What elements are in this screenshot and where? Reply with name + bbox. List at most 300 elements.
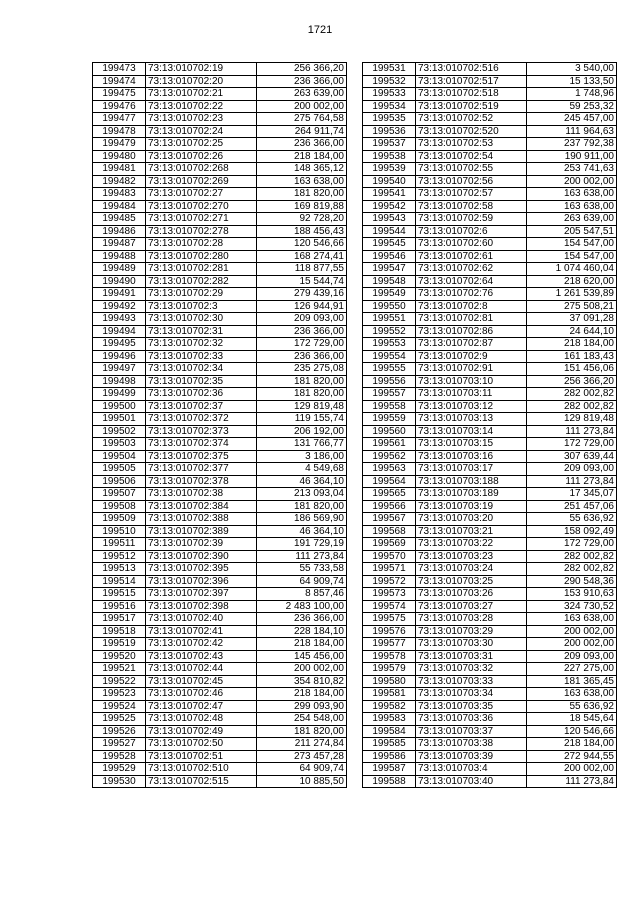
cadastral-value: 181 820,00: [257, 188, 347, 201]
cadastral-value: 181 820,00: [257, 388, 347, 401]
cadastral-value: 200 002,00: [527, 175, 617, 188]
row-number: 199519: [93, 638, 146, 651]
table-row: [363, 188, 617, 201]
table-row: [93, 175, 347, 188]
cadastral-value: 275 508,21: [527, 300, 617, 313]
cadastral-number: 73:13:010703:16: [416, 450, 527, 463]
table-row: [93, 63, 347, 76]
cadastral-number: 73:13:010702:47: [146, 700, 257, 713]
cadastral-number: 73:13:010702:280: [146, 250, 257, 263]
cadastral-number: 73:13:010703:19: [416, 500, 527, 513]
table-row: [93, 475, 347, 488]
cadastral-value: 4 549,68: [257, 463, 347, 476]
cadastral-number: 73:13:010702:60: [416, 238, 527, 251]
cadastral-number: 73:13:010702:281: [146, 263, 257, 276]
cadastral-number: 73:13:010703:40: [416, 775, 527, 788]
right-register-table: [362, 62, 617, 788]
table-row: [93, 638, 347, 651]
cadastral-value: 46 364,10: [257, 475, 347, 488]
row-number: 199480: [93, 150, 146, 163]
cadastral-number: 73:13:010702:34: [146, 363, 257, 376]
cadastral-value: 254 548,00: [257, 713, 347, 726]
cadastral-value: 18 545,64: [527, 713, 617, 726]
cadastral-number: 73:13:010702:32: [146, 338, 257, 351]
row-number: 199521: [93, 663, 146, 676]
table-row: [93, 250, 347, 263]
row-number: 199500: [93, 400, 146, 413]
cadastral-value: 111 273,84: [527, 775, 617, 788]
row-number: 199543: [363, 213, 416, 226]
cadastral-number: 73:13:010702:22: [146, 100, 257, 113]
row-number: 199579: [363, 663, 416, 676]
cadastral-number: 73:13:010702:373: [146, 425, 257, 438]
cadastral-number: 73:13:010702:384: [146, 500, 257, 513]
table-row: [363, 225, 617, 238]
row-number: 199476: [93, 100, 146, 113]
table-row: [93, 550, 347, 563]
cadastral-number: 73:13:010702:375: [146, 450, 257, 463]
table-row: [93, 438, 347, 451]
table-row: [93, 688, 347, 701]
cadastral-value: 200 002,00: [257, 663, 347, 676]
cadastral-value: 206 192,00: [257, 425, 347, 438]
cadastral-number: 73:13:010702:398: [146, 600, 257, 613]
table-row: [363, 638, 617, 651]
cadastral-number: 73:13:010702:62: [416, 263, 527, 276]
cadastral-number: 73:13:010703:25: [416, 575, 527, 588]
cadastral-value: 282 002,82: [527, 400, 617, 413]
row-number: 199587: [363, 763, 416, 776]
cadastral-value: 218 184,00: [257, 150, 347, 163]
cadastral-value: 111 273,84: [257, 550, 347, 563]
table-row: [93, 275, 347, 288]
cadastral-value: 218 620,00: [527, 275, 617, 288]
cadastral-value: 3 540,00: [527, 63, 617, 76]
cadastral-value: 209 093,00: [527, 650, 617, 663]
cadastral-value: 2 483 100,00: [257, 600, 347, 613]
table-row: [363, 563, 617, 576]
row-number: 199583: [363, 713, 416, 726]
row-number: 199580: [363, 675, 416, 688]
table-row: [363, 538, 617, 551]
cadastral-number: 73:13:010702:388: [146, 513, 257, 526]
cadastral-value: 120 546,66: [257, 238, 347, 251]
table-row: [93, 513, 347, 526]
row-number: 199551: [363, 313, 416, 326]
table-row: [93, 600, 347, 613]
cadastral-number: 73:13:010703:21: [416, 525, 527, 538]
cadastral-number: 73:13:010702:35: [146, 375, 257, 388]
cadastral-number: 73:13:010703:11: [416, 388, 527, 401]
cadastral-number: 73:13:010703:26: [416, 588, 527, 601]
cadastral-value: 245 457,00: [527, 113, 617, 126]
table-row: [93, 138, 347, 151]
cadastral-number: 73:13:010703:10: [416, 375, 527, 388]
cadastral-number: 73:13:010702:40: [146, 613, 257, 626]
cadastral-number: 73:13:010702:30: [146, 313, 257, 326]
table-row: [93, 500, 347, 513]
cadastral-value: 111 964,63: [527, 125, 617, 138]
row-number: 199565: [363, 488, 416, 501]
cadastral-number: 73:13:010703:36: [416, 713, 527, 726]
cadastral-value: 55 636,92: [527, 700, 617, 713]
row-number: 199522: [93, 675, 146, 688]
cadastral-number: 73:13:010702:54: [416, 150, 527, 163]
row-number: 199569: [363, 538, 416, 551]
cadastral-value: 218 184,00: [257, 638, 347, 651]
cadastral-value: 218 184,00: [527, 738, 617, 751]
cadastral-value: 209 093,00: [257, 313, 347, 326]
cadastral-value: 228 184,10: [257, 625, 347, 638]
cadastral-number: 73:13:010703:188: [416, 475, 527, 488]
row-number: 199474: [93, 75, 146, 88]
row-number: 199501: [93, 413, 146, 426]
table-row: [363, 125, 617, 138]
cadastral-value: 190 911,00: [527, 150, 617, 163]
cadastral-number: 73:13:010702:278: [146, 225, 257, 238]
cadastral-number: 73:13:010703:32: [416, 663, 527, 676]
cadastral-value: 1 748,96: [527, 88, 617, 101]
table-row: [93, 338, 347, 351]
row-number: 199530: [93, 775, 146, 788]
table-row: [93, 238, 347, 251]
table-row: [363, 775, 617, 788]
row-number: 199504: [93, 450, 146, 463]
left-table-body: [93, 63, 347, 788]
row-number: 199536: [363, 125, 416, 138]
cadastral-value: 55 733,58: [257, 563, 347, 576]
left-register-table: [92, 62, 347, 788]
table-row: [93, 413, 347, 426]
cadastral-number: 73:13:010702:397: [146, 588, 257, 601]
cadastral-number: 73:13:010702:48: [146, 713, 257, 726]
row-number: 199574: [363, 600, 416, 613]
cadastral-value: 154 547,00: [527, 238, 617, 251]
row-number: 199483: [93, 188, 146, 201]
row-number: 199506: [93, 475, 146, 488]
table-row: [363, 150, 617, 163]
row-number: 199526: [93, 725, 146, 738]
table-row: [363, 738, 617, 751]
cadastral-value: 275 764,58: [257, 113, 347, 126]
row-number: 199489: [93, 263, 146, 276]
row-number: 199490: [93, 275, 146, 288]
row-number: 199477: [93, 113, 146, 126]
cadastral-number: 73:13:010703:33: [416, 675, 527, 688]
cadastral-value: 282 002,82: [527, 388, 617, 401]
cadastral-value: 282 002,82: [527, 550, 617, 563]
row-number: 199520: [93, 650, 146, 663]
table-row: [363, 288, 617, 301]
cadastral-value: 172 729,00: [527, 438, 617, 451]
cadastral-number: 73:13:010703:17: [416, 463, 527, 476]
cadastral-number: 73:13:010702:57: [416, 188, 527, 201]
table-row: [363, 463, 617, 476]
table-row: [363, 700, 617, 713]
cadastral-value: 213 093,04: [257, 488, 347, 501]
table-row: [93, 425, 347, 438]
cadastral-value: 209 093,00: [527, 463, 617, 476]
cadastral-number: 73:13:010703:37: [416, 725, 527, 738]
table-row: [93, 613, 347, 626]
cadastral-number: 73:13:010703:31: [416, 650, 527, 663]
cadastral-value: 118 877,55: [257, 263, 347, 276]
cadastral-number: 73:13:010702:86: [416, 325, 527, 338]
row-number: 199542: [363, 200, 416, 213]
cadastral-value: 181 365,45: [527, 675, 617, 688]
cadastral-number: 73:13:010702:282: [146, 275, 257, 288]
table-row: [93, 763, 347, 776]
cadastral-number: 73:13:010702:53: [416, 138, 527, 151]
cadastral-number: 73:13:010702:26: [146, 150, 257, 163]
table-row: [93, 675, 347, 688]
cadastral-number: 73:13:010702:520: [416, 125, 527, 138]
cadastral-value: 120 546,66: [527, 725, 617, 738]
table-row: [363, 213, 617, 226]
cadastral-number: 73:13:010702:39: [146, 538, 257, 551]
cadastral-value: 163 638,00: [257, 175, 347, 188]
table-row: [93, 750, 347, 763]
row-number: 199550: [363, 300, 416, 313]
cadastral-number: 73:13:010703:38: [416, 738, 527, 751]
row-number: 199553: [363, 338, 416, 351]
cadastral-number: 73:13:010703:20: [416, 513, 527, 526]
cadastral-value: 64 909,74: [257, 763, 347, 776]
cadastral-number: 73:13:010702:29: [146, 288, 257, 301]
table-row: [363, 525, 617, 538]
cadastral-number: 73:13:010702:87: [416, 338, 527, 351]
cadastral-value: 256 366,20: [527, 375, 617, 388]
row-number: 199495: [93, 338, 146, 351]
table-row: [93, 575, 347, 588]
cadastral-value: 131 766,77: [257, 438, 347, 451]
cadastral-value: 251 457,06: [527, 500, 617, 513]
cadastral-value: 126 944,91: [257, 300, 347, 313]
row-number: 199532: [363, 75, 416, 88]
table-row: [363, 238, 617, 251]
table-row: [363, 425, 617, 438]
cadastral-value: 10 885,50: [257, 775, 347, 788]
table-row: [363, 450, 617, 463]
cadastral-value: 200 002,00: [527, 638, 617, 651]
row-number: 199509: [93, 513, 146, 526]
cadastral-value: 263 639,00: [257, 88, 347, 101]
row-number: 199528: [93, 750, 146, 763]
cadastral-value: 235 275,08: [257, 363, 347, 376]
cadastral-value: 253 741,63: [527, 163, 617, 176]
cadastral-value: 111 273,84: [527, 475, 617, 488]
cadastral-number: 73:13:010702:270: [146, 200, 257, 213]
cadastral-number: 73:13:010702:45: [146, 675, 257, 688]
row-number: 199535: [363, 113, 416, 126]
row-number: 199552: [363, 325, 416, 338]
cadastral-number: 73:13:010703:13: [416, 413, 527, 426]
row-number: 199566: [363, 500, 416, 513]
table-row: [363, 325, 617, 338]
table-row: [93, 700, 347, 713]
table-row: [363, 275, 617, 288]
cadastral-number: 73:13:010702:81: [416, 313, 527, 326]
cadastral-value: 158 092,49: [527, 525, 617, 538]
row-number: 199557: [363, 388, 416, 401]
cadastral-number: 73:13:010702:271: [146, 213, 257, 226]
row-number: 199534: [363, 100, 416, 113]
row-number: 199578: [363, 650, 416, 663]
cadastral-value: 15 544,74: [257, 275, 347, 288]
cadastral-number: 73:13:010702:64: [416, 275, 527, 288]
row-number: 199563: [363, 463, 416, 476]
row-number: 199518: [93, 625, 146, 638]
row-number: 199573: [363, 588, 416, 601]
table-row: [93, 225, 347, 238]
table-row: [363, 688, 617, 701]
table-row: [363, 513, 617, 526]
row-number: 199546: [363, 250, 416, 263]
cadastral-value: 324 730,52: [527, 600, 617, 613]
cadastral-value: 1 074 460,04: [527, 263, 617, 276]
row-number: 199544: [363, 225, 416, 238]
cadastral-number: 73:13:010702:49: [146, 725, 257, 738]
row-number: 199549: [363, 288, 416, 301]
table-row: [93, 388, 347, 401]
row-number: 199513: [93, 563, 146, 576]
table-row: [93, 125, 347, 138]
table-row: [93, 188, 347, 201]
row-number: 199581: [363, 688, 416, 701]
table-row: [363, 313, 617, 326]
row-number: 199577: [363, 638, 416, 651]
cadastral-value: 148 365,12: [257, 163, 347, 176]
cadastral-number: 73:13:010702:519: [416, 100, 527, 113]
row-number: 199494: [93, 325, 146, 338]
table-row: [363, 163, 617, 176]
table-row: [93, 725, 347, 738]
table-row: [93, 350, 347, 363]
row-number: 199539: [363, 163, 416, 176]
table-row: [363, 363, 617, 376]
table-row: [363, 63, 617, 76]
cadastral-value: 236 366,00: [257, 350, 347, 363]
cadastral-number: 73:13:010702:51: [146, 750, 257, 763]
table-row: [363, 138, 617, 151]
table-row: [363, 338, 617, 351]
cadastral-value: 211 274,84: [257, 738, 347, 751]
cadastral-value: 290 548,36: [527, 575, 617, 588]
row-number: 199478: [93, 125, 146, 138]
row-number: 199475: [93, 88, 146, 101]
cadastral-value: 145 456,00: [257, 650, 347, 663]
cadastral-number: 73:13:010702:38: [146, 488, 257, 501]
row-number: 199498: [93, 375, 146, 388]
row-number: 199575: [363, 613, 416, 626]
row-number: 199481: [93, 163, 146, 176]
cadastral-value: 264 911,74: [257, 125, 347, 138]
row-number: 199508: [93, 500, 146, 513]
table-row: [93, 588, 347, 601]
cadastral-value: 169 819,88: [257, 200, 347, 213]
table-row: [93, 400, 347, 413]
cadastral-number: 73:13:010703:39: [416, 750, 527, 763]
row-number: 199499: [93, 388, 146, 401]
table-row: [363, 350, 617, 363]
cadastral-number: 73:13:010702:396: [146, 575, 257, 588]
cadastral-number: 73:13:010703:12: [416, 400, 527, 413]
table-row: [93, 300, 347, 313]
cadastral-value: 59 253,32: [527, 100, 617, 113]
row-number: 199531: [363, 63, 416, 76]
cadastral-number: 73:13:010702:27: [146, 188, 257, 201]
cadastral-value: 163 638,00: [527, 688, 617, 701]
row-number: 199482: [93, 175, 146, 188]
table-row: [363, 175, 617, 188]
cadastral-value: 282 002,82: [527, 563, 617, 576]
cadastral-number: 73:13:010702:3: [146, 300, 257, 313]
cadastral-number: 73:13:010702:24: [146, 125, 257, 138]
cadastral-number: 73:13:010702:21: [146, 88, 257, 101]
row-number: 199503: [93, 438, 146, 451]
cadastral-number: 73:13:010702:20: [146, 75, 257, 88]
table-row: [93, 75, 347, 88]
cadastral-value: 273 457,28: [257, 750, 347, 763]
row-number: 199533: [363, 88, 416, 101]
row-number: 199496: [93, 350, 146, 363]
cadastral-value: 181 820,00: [257, 725, 347, 738]
cadastral-value: 154 547,00: [527, 250, 617, 263]
cadastral-value: 129 819,48: [257, 400, 347, 413]
cadastral-value: 218 184,00: [527, 338, 617, 351]
row-number: 199493: [93, 313, 146, 326]
cadastral-value: 163 638,00: [527, 613, 617, 626]
cadastral-value: 172 729,00: [257, 338, 347, 351]
cadastral-value: 3 186,00: [257, 450, 347, 463]
row-number: 199485: [93, 213, 146, 226]
cadastral-value: 163 638,00: [527, 188, 617, 201]
table-row: [363, 488, 617, 501]
row-number: 199545: [363, 238, 416, 251]
row-number: 199584: [363, 725, 416, 738]
table-row: [93, 163, 347, 176]
cadastral-number: 73:13:010702:374: [146, 438, 257, 451]
row-number: 199561: [363, 438, 416, 451]
row-number: 199515: [93, 588, 146, 601]
row-number: 199491: [93, 288, 146, 301]
table-row: [363, 650, 617, 663]
cadastral-value: 181 820,00: [257, 375, 347, 388]
table-row: [363, 675, 617, 688]
cadastral-value: 227 275,00: [527, 663, 617, 676]
cadastral-number: 73:13:010702:52: [416, 113, 527, 126]
cadastral-number: 73:13:010703:4: [416, 763, 527, 776]
cadastral-number: 73:13:010703:24: [416, 563, 527, 576]
row-number: 199479: [93, 138, 146, 151]
cadastral-number: 73:13:010702:517: [416, 75, 527, 88]
row-number: 199505: [93, 463, 146, 476]
row-number: 199570: [363, 550, 416, 563]
table-row: [363, 200, 617, 213]
cadastral-number: 73:13:010702:42: [146, 638, 257, 651]
cadastral-value: 1 261 539,89: [527, 288, 617, 301]
cadastral-value: 111 273,84: [527, 425, 617, 438]
cadastral-number: 73:13:010702:395: [146, 563, 257, 576]
table-row: [93, 375, 347, 388]
table-row: [93, 200, 347, 213]
row-number: 199568: [363, 525, 416, 538]
cadastral-value: 181 820,00: [257, 500, 347, 513]
row-number: 199582: [363, 700, 416, 713]
cadastral-number: 73:13:010702:61: [416, 250, 527, 263]
row-number: 199529: [93, 763, 146, 776]
page-number: 1721: [307, 24, 333, 36]
